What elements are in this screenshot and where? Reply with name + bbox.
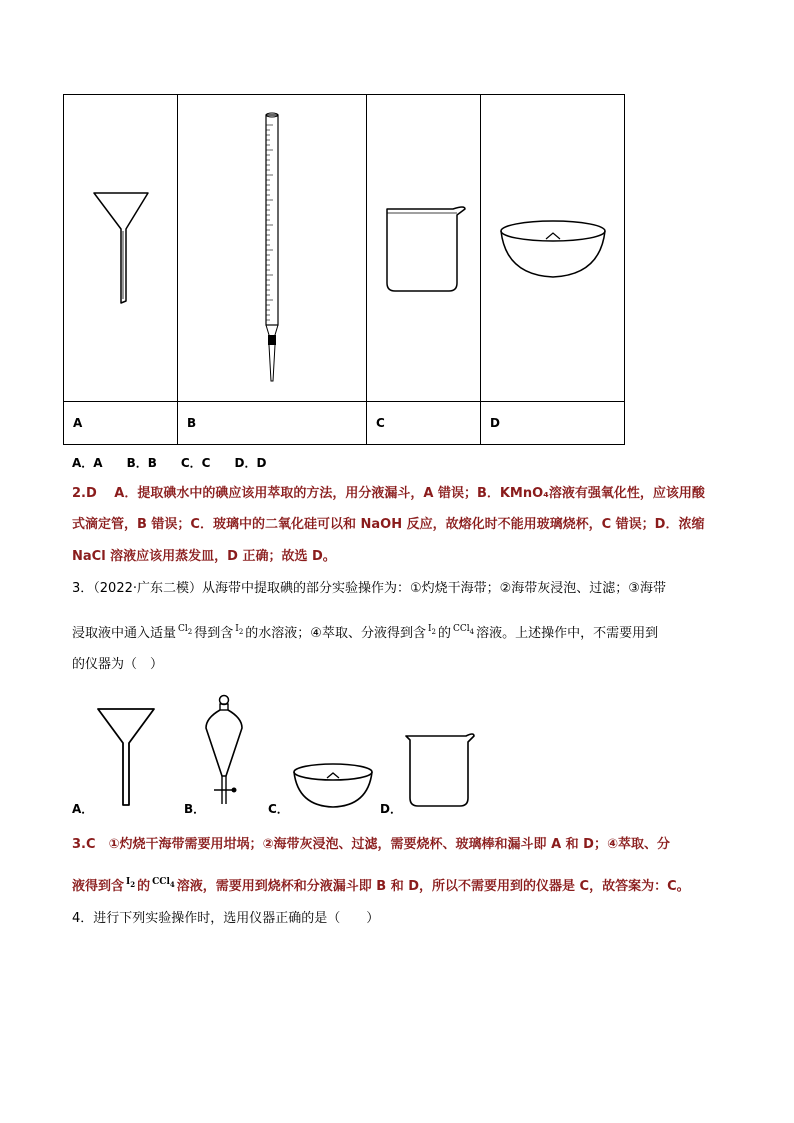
table-label-b: B bbox=[178, 402, 367, 445]
q3-text: 溶液。上述操作中，不需要用到 bbox=[476, 626, 659, 641]
chem-i2: I2 bbox=[235, 624, 244, 636]
q3-option-c-label: C． bbox=[268, 802, 289, 816]
q2-options: A．A B．B C．C D．D bbox=[72, 456, 267, 470]
q3-stem-line-3: 的仪器为（ ） bbox=[72, 657, 164, 672]
table-cell-a-image bbox=[64, 95, 178, 402]
table-label-d: D bbox=[481, 402, 625, 445]
apparatus-table bbox=[63, 94, 625, 445]
evaporating-dish-icon bbox=[292, 760, 374, 810]
beaker-icon bbox=[404, 730, 476, 808]
chem-ccl4: CCl4 bbox=[453, 624, 475, 636]
q3-text: 的 bbox=[437, 626, 451, 641]
q2-answer-line-1: 2.D A．提取碘水中的碘应该用萃取的方法，用分液漏斗，A 错误；B．KMnO₄溶液有强氧化性，应该用酸 bbox=[72, 486, 705, 501]
chem-i2: I2 bbox=[126, 877, 136, 889]
chem-ccl4: CCl4 bbox=[152, 877, 175, 889]
q2-answer-line-3: NaCl 溶液应该用蒸发皿，D 正确；故选 D。 bbox=[72, 549, 336, 564]
table-label-c: C bbox=[367, 402, 481, 445]
q3-answer-text: 液得到含 bbox=[72, 879, 125, 894]
q3-text: 得到含 bbox=[194, 626, 234, 641]
table-cell-c-image bbox=[367, 95, 481, 402]
q2-answer-line-2: 式滴定管，B 错误；C．玻璃中的二氧化硅可以和 NaOH 反应，故熔化时不能用玻璃烧杯，C 错误；D．浓缩 bbox=[72, 517, 705, 532]
q3-text: 的水溶液；④萃取、分液得到含 bbox=[245, 626, 426, 641]
q3-stem-line-1: 3．（2022·广东二模）从海带中提取碘的部分实验操作为：①灼烧干海带；②海带灰浸泡、过滤；③海带 bbox=[72, 581, 666, 596]
q3-text: 浸取液中通入适量 bbox=[72, 626, 177, 641]
separatory-funnel-icon bbox=[202, 694, 246, 808]
q3-answer-line-1: 3.C ①灼烧干海带需要用坩埚；②海带灰浸泡、过滤，需要烧杯、玻璃棒和漏斗即 A 和 D；④萃取、分 bbox=[72, 837, 670, 852]
table-label-a: A bbox=[64, 402, 178, 445]
table-cell-d-image bbox=[481, 95, 625, 402]
q3-answer-text: 的 bbox=[137, 879, 151, 894]
q3-option-d-label: D． bbox=[380, 802, 402, 816]
q3-answer-line-2 bbox=[72, 872, 690, 897]
evaporating-dish-icon bbox=[498, 213, 608, 283]
table-cell-b-image bbox=[178, 95, 367, 402]
beaker-icon bbox=[379, 201, 469, 296]
q3-stem-line-2 bbox=[72, 619, 658, 644]
burette-icon bbox=[252, 111, 292, 386]
chem-cl2: Cl2 bbox=[178, 624, 193, 636]
funnel-icon bbox=[96, 705, 156, 807]
q3-option-b-label: B． bbox=[184, 802, 206, 816]
q3-option-a-label: A． bbox=[72, 802, 94, 816]
chem-i2: I2 bbox=[427, 624, 436, 636]
q4-stem-line-1: 4．进行下列实验操作时，选用仪器正确的是（ ） bbox=[72, 911, 380, 926]
funnel-icon bbox=[86, 183, 156, 313]
q3-answer-text: 溶液，需要用到烧杯和分液漏斗即 B 和 D，所以不需要用到的仪器是 C，故答案为：C。 bbox=[176, 879, 690, 894]
